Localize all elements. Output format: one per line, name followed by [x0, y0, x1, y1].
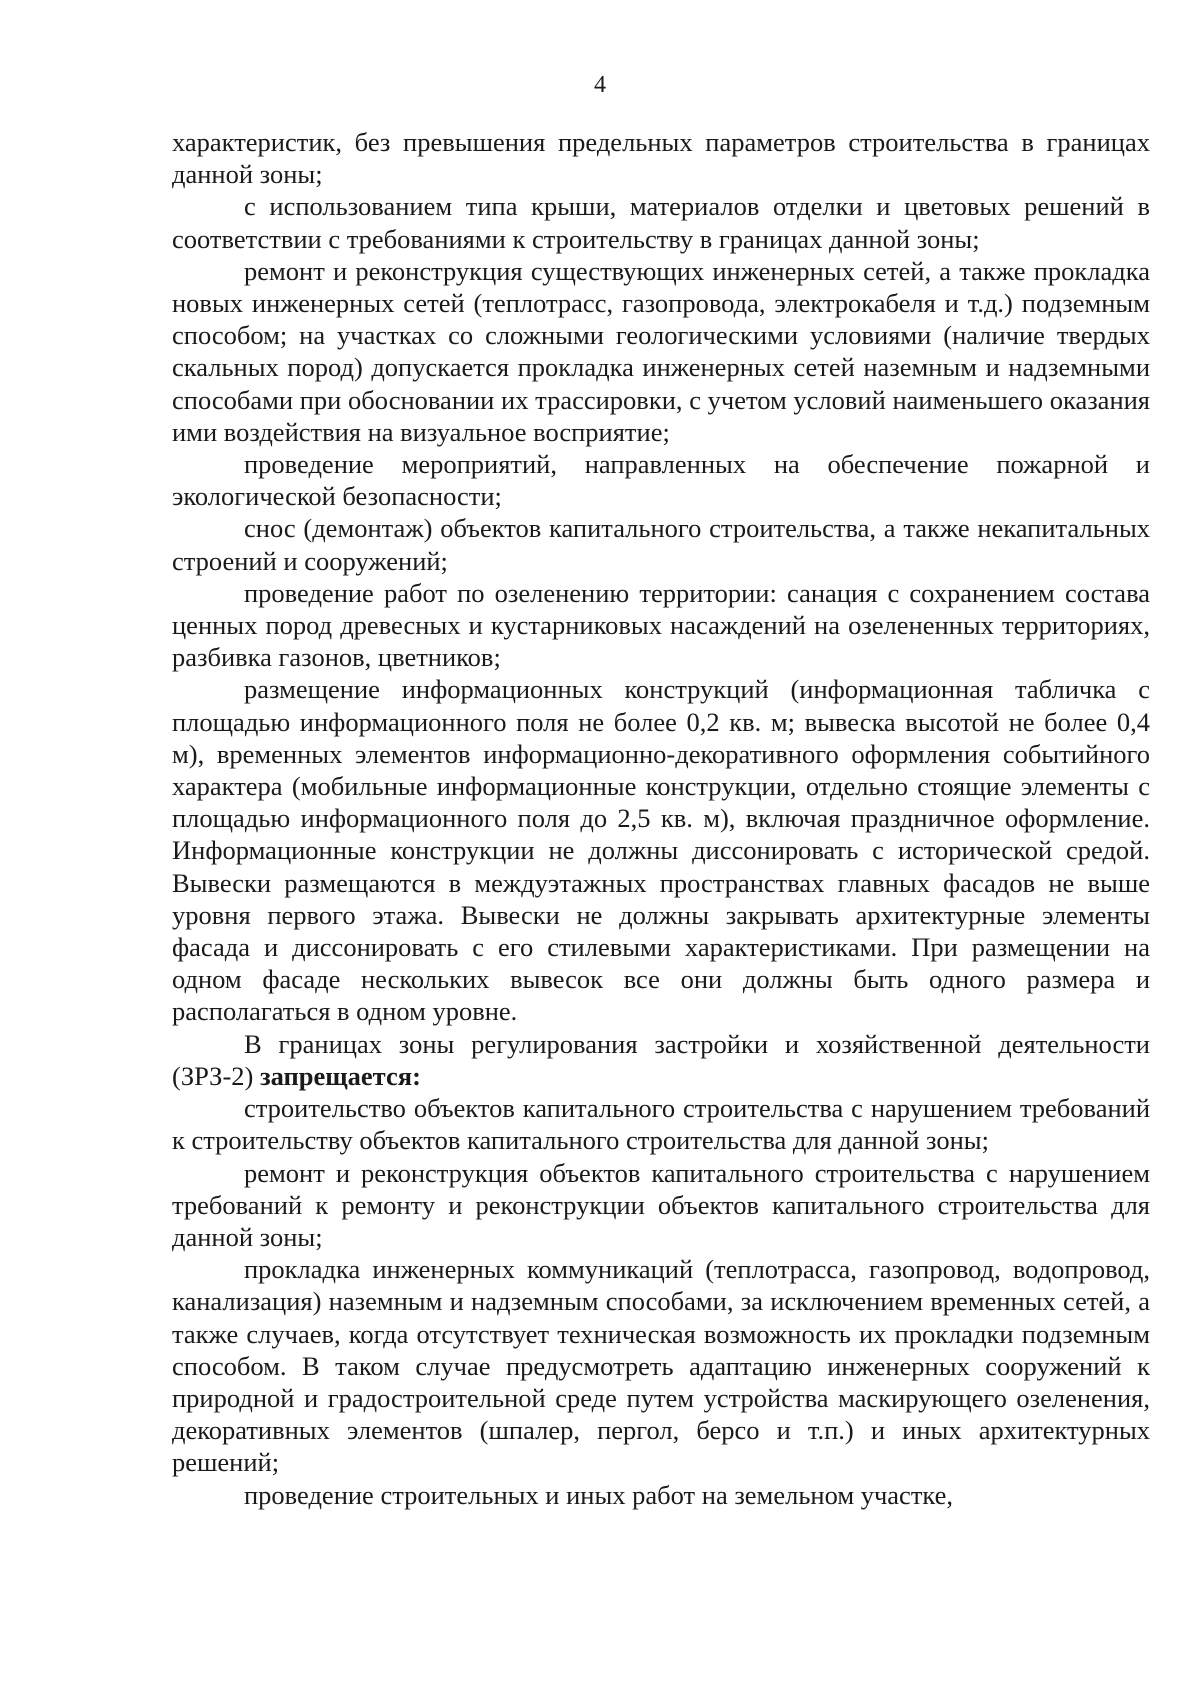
- paragraph-engineering-networks: ремонт и реконструкция существующих инженерных сетей, а также прокладка новых инженерных сетей (теплотрасс, газопровода, электрокабеля и т.д.) подземным способом; на участках со сложными геологическими условиями (наличие твердых скальных пород) допускается прокладка инженерных сетей наземным и надземными способами при обосновании их трассировки, с учетом условий наименьшего оказания ими воздействия на визуальное восприятие;: [172, 255, 1150, 447]
- zone-intro-prohibited-label: запрещается:: [259, 1060, 421, 1091]
- paragraph-fire-safety: проведение мероприятий, направленных на обеспечение пожарной и экологической безопасности;: [172, 449, 1150, 512]
- paragraph-landscaping: проведение работ по озеленению территории: санация с сохранением состава ценных пород древесных и кустарниковых насаждений на озелененных территориях, разбивка газонов, цветников;: [172, 577, 1150, 673]
- prohibited-item-communications: прокладка инженерных коммуникаций (теплотрасса, газопровод, водопровод, канализация) наземным и надземным способами, за исключением временных сетей, а также случаев, когда отсутствует техническая возможность их прокладки подземным способом. В таком случае предусмотреть адаптацию инженерных сооружений к природной и градостроительной среде путем устройства маскирующего озеленения, декоративных элементов (шпалер, пергол, берсо и т.п.) и иных архитектурных решений;: [172, 1254, 1150, 1478]
- paragraph-zone-intro: [172, 1028, 1150, 1092]
- page-number: 4: [594, 72, 606, 98]
- paragraph-demolition: снос (демонтаж) объектов капитального строительства, а также некапитальных строений и сооружений;: [172, 513, 1150, 576]
- document-body: [172, 126, 1150, 1511]
- prohibited-item-repair: ремонт и реконструкция объектов капитального строительства с нарушением требований к ремонту и реконструкции объектов капитального строительства для данной зоны;: [172, 1157, 1150, 1252]
- prohibited-item-works: проведение строительных и иных работ на земельном участке,: [244, 1479, 954, 1510]
- paragraph-continuation: характеристик, без превышения предельных параметров строительства в границах данной зоны;: [172, 127, 1150, 190]
- zone-intro-text: В границах зоны регулирования застройки и хозяйственной деятельности (ЗРЗ-2): [172, 1028, 1150, 1091]
- paragraph-roof-materials: с использованием типа крыши, материалов отделки и цветовых решений в соответствии с требованиями к строительству в границах данной зоны;: [172, 191, 1150, 254]
- paragraph-signage: размещение информационных конструкций (информационная табличка с площадью информационного поля не более 0,2 кв. м; вывеска высотой не более 0,4 м), временных элементов информационно-декоративного оформления событийного характера (мобильные информационные конструкции, отдельно стоящие элементы с площадью информационного поля до 2,5 кв. м), включая праздничное оформление. Информационные конструкции не должны диссонировать с исторической средой. Вывески размещаются в междуэтажных пространствах главных фасадов не выше уровня первого этажа. Вывески не должны закрывать архитектурные элементы фасада и диссонировать с его стилевыми характеристиками. При размещении на одном фасаде нескольких вывесок все они должны быть одного размера и располагаться в одном уровне.: [172, 674, 1150, 1027]
- prohibited-item-construction: строительство объектов капитального строительства с нарушением требований к строительству объектов капитального строительства для данной зоны;: [172, 1093, 1150, 1156]
